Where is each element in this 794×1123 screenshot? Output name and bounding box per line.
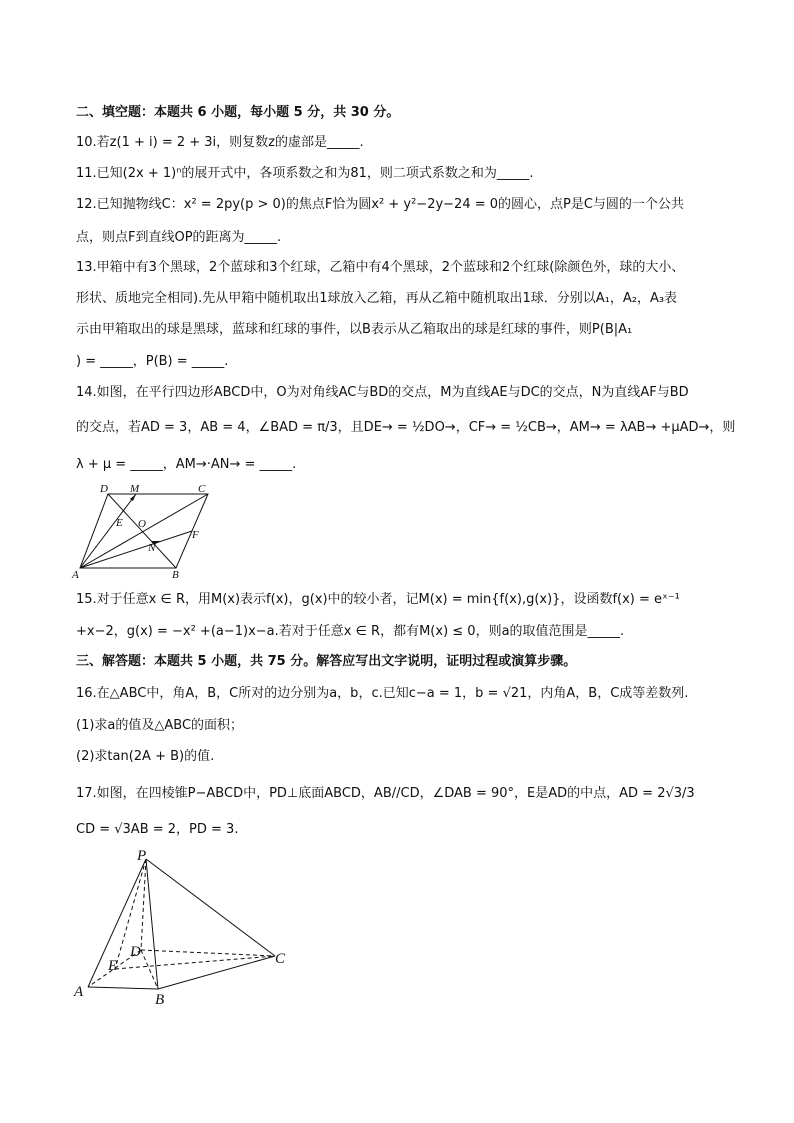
label-m: M <box>130 484 140 495</box>
question-16-part2: (2)求tan(2A + B)的值. <box>76 749 215 764</box>
line-am <box>80 494 136 568</box>
question-13-line3: 示由甲箱取出的球是黑球，蓝球和红球的事件，以B表示从乙箱取出的球是红球的事件，则P(B|A₁ <box>76 322 633 337</box>
label-e: E <box>116 517 123 529</box>
label-a: A <box>74 984 84 1000</box>
label-d: D <box>100 484 108 495</box>
label-p: P <box>137 848 147 864</box>
question-14-line2: 的交点，若AD = 3，AB = 4，∠BAD = π/3，且DE→ = ½DO→，CF→ = ½CB→，AM→ = λAB→ +μAD→，则 <box>76 420 736 435</box>
question-14-line3: λ + μ = _____，AM→·AN→ = _____. <box>76 457 297 472</box>
edge-pc <box>146 859 275 956</box>
label-b: B <box>172 569 179 580</box>
label-o: O <box>138 518 146 530</box>
line-af <box>80 531 192 568</box>
question-16-part1: (1)求a的值及△ABC的面积； <box>76 718 244 733</box>
question-13-line1: 13.甲箱中有3个黑球，2个蓝球和3个红球，乙箱中有4个黑球，2个蓝球和2个红球(除颜色外，球的大小、 <box>76 260 685 275</box>
label-d: D <box>130 944 141 960</box>
question-12-line2: 点，则点F到直线OP的距离为_____. <box>76 230 282 245</box>
edge-ab <box>88 987 158 989</box>
edge-dc <box>141 950 275 956</box>
question-11: 11.已知(2x + 1)ⁿ的展开式中，各项系数之和为81，则二项式系数之和为_____. <box>76 166 534 181</box>
segment-db <box>141 950 158 989</box>
question-13-line2: 形状、质地完全相同).先从甲箱中随机取出1球放入乙箱，再从乙箱中随机取出1球．分别以A₁，A₂，A₃表 <box>76 291 678 306</box>
parallelogram-figure <box>70 484 220 580</box>
label-c: C <box>275 951 286 967</box>
label-a: A <box>72 569 79 580</box>
question-17-line1: 17.如图，在四棱锥P−ABCD中，PD⊥底面ABCD，AB//CD，∠DAB = 90°，E是AD的中点，AD = 2√3/3 <box>76 786 695 801</box>
pyramid-figure <box>70 846 295 1010</box>
label-b: B <box>155 992 165 1008</box>
question-14-line1: 14.如图，在平行四边形ABCD中，O为对角线AC与BD的交点，M为直线AE与DC的交点，N为直线AF与BD <box>76 385 689 400</box>
label-f: F <box>192 529 199 541</box>
section2-heading: 二、填空题：本题共 6 小题，每小题 5 分，共 30 分。 <box>76 105 400 120</box>
diagonal-bd <box>108 494 176 568</box>
question-13-line4: ) = _____，P(B) = _____. <box>76 354 229 369</box>
label-n: N <box>148 542 156 554</box>
edge-pb <box>146 859 158 989</box>
question-10: 10.若z(1 + i) = 2 + 3i，则复数z的虚部是_____. <box>76 135 364 150</box>
label-e: E <box>108 958 118 974</box>
label-c: C <box>198 484 206 495</box>
diagonal-ac <box>80 494 208 568</box>
question-17-line2: CD = √3AB = 2，PD = 3. <box>76 822 239 837</box>
section3-heading: 三、解答题：本题共 5 小题，共 75 分。解答应写出文字说明，证明过程或演算步骤。 <box>76 654 577 669</box>
question-15-line1: 15.对于任意x ∈ R，用M(x)表示f(x)，g(x)中的较小者，记M(x) = min{f(x),g(x)}，设函数f(x) = eˣ⁻¹ <box>76 592 680 607</box>
question-15-line2: +x−2，g(x) = −x² +(a−1)x−a.若对于任意x ∈ R，都有M(x) ≤ 0，则a的取值范围是_____. <box>76 624 625 639</box>
question-16-line1: 16.在△ABC中，角A，B，C所对的边分别为a，b，c.已知c−a = 1，b = √21，内角A，B，C成等差数列. <box>76 686 689 701</box>
question-12-line1: 12.已知抛物线C：x² = 2py(p > 0)的焦点F恰为圆x² + y²−2y−24 = 0的圆心，点P是C与圆的一个公共 <box>76 197 684 212</box>
